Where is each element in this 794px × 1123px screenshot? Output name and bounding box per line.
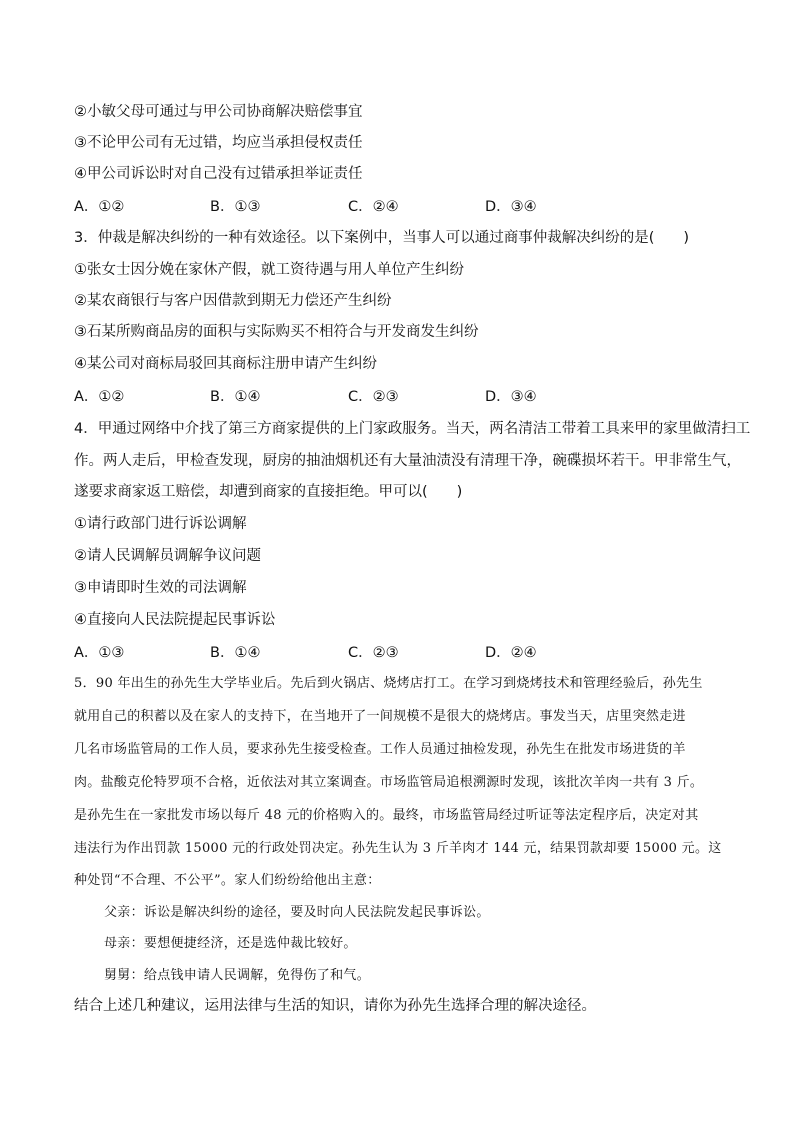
q2-statement-4: ④甲公司诉讼时对自己没有过错承担举证责任 xyxy=(74,166,363,182)
q5-uncle-advice: 舅舅：给点钱申请人民调解，免得伤了和气。 xyxy=(104,968,371,983)
q4-statement-1: ①请行政部门进行诉讼调解 xyxy=(74,516,247,532)
q4-statement-4: ④直接向人民法院提起民事诉讼 xyxy=(74,612,276,628)
q4-option-b: B．①④ xyxy=(210,645,261,661)
q3-statement-3: ③石某所购商品房的面积与实际购买不相符合与开发商发生纠纷 xyxy=(74,324,479,340)
q4-statement-2: ②请人民调解员调解争议问题 xyxy=(74,548,261,564)
q3-option-b: B．①④ xyxy=(210,389,261,405)
q4-stem-line-2: 作。两人走后，甲检查发现，厨房的抽油烟机还有大量油渍没有清理干净，碗碟损坏若干。甲非常生气， xyxy=(74,453,741,469)
q3-statement-2: ②某农商银行与客户因借款到期无力偿还产生纠纷 xyxy=(74,293,392,309)
q2-option-d: D．③④ xyxy=(485,199,537,215)
q4-stem-line-1: 4．甲通过网络中介找了第三方商家提供的上门家政服务。当天，两名清洁工带着工具来甲的家里做清扫工 xyxy=(74,421,751,437)
q2-option-c: C．②④ xyxy=(348,199,399,215)
q5-line-2: 就用自己的积蓄以及在家人的支持下，在当地开了一间规模不是很大的烧烤店。事发当天，店里突然走进 xyxy=(74,709,686,724)
q5-line-5: 是孙先生在一家批发市场以每斤 48 元的价格购入的。最终，市场监管局经过听证等法定程序后，决定对其 xyxy=(74,808,699,823)
q3-option-a: A．①② xyxy=(74,389,125,405)
q4-statement-3: ③申请即时生效的司法调解 xyxy=(74,580,247,596)
q5-line-1: 5．90 年出生的孙先生大学毕业后。先后到火锅店、烧烤店打工。在学习到烧烤技术和管理经验后，孙先生 xyxy=(74,676,703,691)
q5-mother-advice: 母亲：要想便捷经济，还是选仲裁比较好。 xyxy=(104,936,357,951)
q5-line-6: 违法行为作出罚款 15000 元的行政处罚决定。孙先生认为 3 斤羊肉才 144 元，结果罚款却要 15000 元。这 xyxy=(74,841,722,856)
q2-statement-2: ②小敏父母可通过与甲公司协商解决赔偿事宜 xyxy=(74,104,363,120)
q5-line-7: 种处罚“不合理、不公平”。家人们纷纷给他出主意： xyxy=(74,873,381,888)
q2-option-b: B．①③ xyxy=(210,199,261,215)
q5-question: 结合上述几种建议，运用法律与生活的知识，请你为孙先生选择合理的解决途径。 xyxy=(74,998,596,1014)
q3-statement-1: ①张女士因分娩在家休产假，就工资待遇与用人单位产生纠纷 xyxy=(74,262,464,278)
q2-statement-3: ③不论甲公司有无过错，均应当承担侵权责任 xyxy=(74,135,363,151)
q3-option-c: C．②③ xyxy=(348,389,399,405)
q4-option-d: D．②④ xyxy=(485,645,537,661)
q3-statement-4: ④某公司对商标局驳回其商标注册申请产生纠纷 xyxy=(74,356,377,372)
q3-stem: 3．仲裁是解决纠纷的一种有效途径。以下案例中，当事人可以通过商事仲裁解决纠纷的是( ) xyxy=(74,230,690,246)
q4-option-a: A．①③ xyxy=(74,645,125,661)
q5-line-3: 几名市场监管局的工作人员，要求孙先生接受检查。工作人员通过抽检发现，孙先生在批发市场进货的羊 xyxy=(74,742,686,757)
q4-stem-line-3: 遂要求商家返工赔偿，却遭到商家的直接拒绝。甲可以( ) xyxy=(74,484,463,500)
q3-option-d: D．③④ xyxy=(485,389,537,405)
q4-option-c: C．②③ xyxy=(348,645,399,661)
q5-line-4: 肉。盐酸克伦特罗项不合格，近依法对其立案调查。市场监管局追根溯源时发现，该批次羊肉一共有 3 斤。 xyxy=(74,775,704,790)
q5-father-advice: 父亲：诉讼是解决纠纷的途径，要及时向人民法院发起民事诉讼。 xyxy=(104,905,490,920)
q2-option-a: A．①② xyxy=(74,199,125,215)
